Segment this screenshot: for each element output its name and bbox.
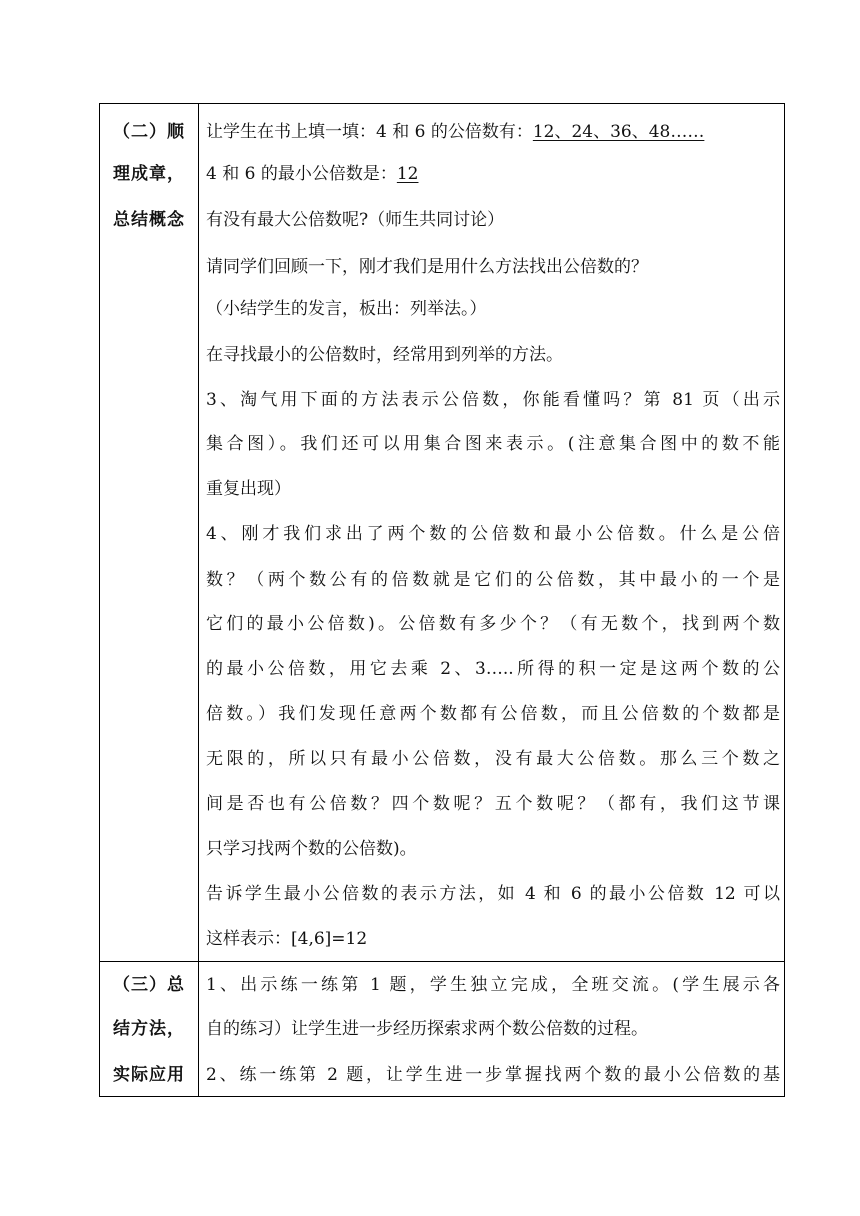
content-line: 这样表示：[4,6]=12 [206,929,368,949]
content-line: 3、淘气用下面的方法表示公倍数，你能看懂吗？第 81 页（出示 [206,390,780,410]
content-line: 告诉学生最小公倍数的表示方法，如 4 和 6 的最小公倍数 12 可以 [206,884,780,904]
section-label-line: （二）顺 [113,122,185,142]
content-line: 间是否也有公倍数？四个数呢？五个数呢？（都有，我们这节课 [206,794,780,814]
lesson-plan-table [99,103,785,1097]
column-divider [198,104,199,1096]
content-line: 重复出现） [206,479,291,499]
content-line: 在寻找最小的公倍数时，经常用到列举的方法。 [206,345,563,365]
content-line: 只学习找两个数的公倍数)。 [206,839,417,859]
answer-underlined: 12、24、36、48…… [532,122,705,142]
content-line: 集合图）。我们还可以用集合图来表示。(注意集合图中的数不能 [206,434,780,454]
content-line: 有没有最大公倍数呢?（师生共同讨论） [206,210,505,230]
content-line: （小结学生的发言，板出：列举法。） [206,299,487,319]
answer-underlined: 12 [396,164,419,184]
section-label-line: （三）总 [113,975,185,995]
section-label-line: 结方法， [113,1019,185,1039]
content-line: 自的练习）让学生进一步经历探索求两个数公倍数的过程。 [206,1019,648,1039]
content-line: 2、练一练第 2 题，让学生进一步掌握找两个数的最小公倍数的基 [206,1065,780,1085]
content-line: 它们的最小公倍数)。公倍数有多少个？（有无数个，找到两个数 [206,614,780,634]
content-line [206,122,780,142]
content-line: 数？（两个数公有的倍数就是它们的公倍数，其中最小的一个是 [206,570,780,590]
content-line [206,164,780,184]
content-line: 4、刚才我们求出了两个数的公倍数和最小公倍数。什么是公倍 [206,524,780,544]
section-label-line: 理成章， [113,164,185,184]
content-text: 4 和 6 的最小公倍数是： [206,164,397,184]
content-line: 1、出示练一练第 1 题，学生独立完成，全班交流。(学生展示各 [206,975,780,995]
content-text: 让学生在书上填一填：4 和 6 的公倍数有： [206,122,533,142]
section-label-line: 实际应用 [113,1065,185,1085]
section-label-line: 总结概念 [113,210,185,230]
content-line: 倍数。）我们发现任意两个数都有公倍数，而且公倍数的个数都是 [206,704,780,724]
row-divider [100,961,784,962]
content-line: 的最小公倍数，用它去乘 2、3…..所得的积一定是这两个数的公 [206,659,780,679]
content-line: 无限的，所以只有最小公倍数，没有最大公倍数。那么三个数之 [206,749,780,769]
content-line: 请同学们回顾一下，刚才我们是用什么方法找出公倍数的？ [206,257,648,277]
